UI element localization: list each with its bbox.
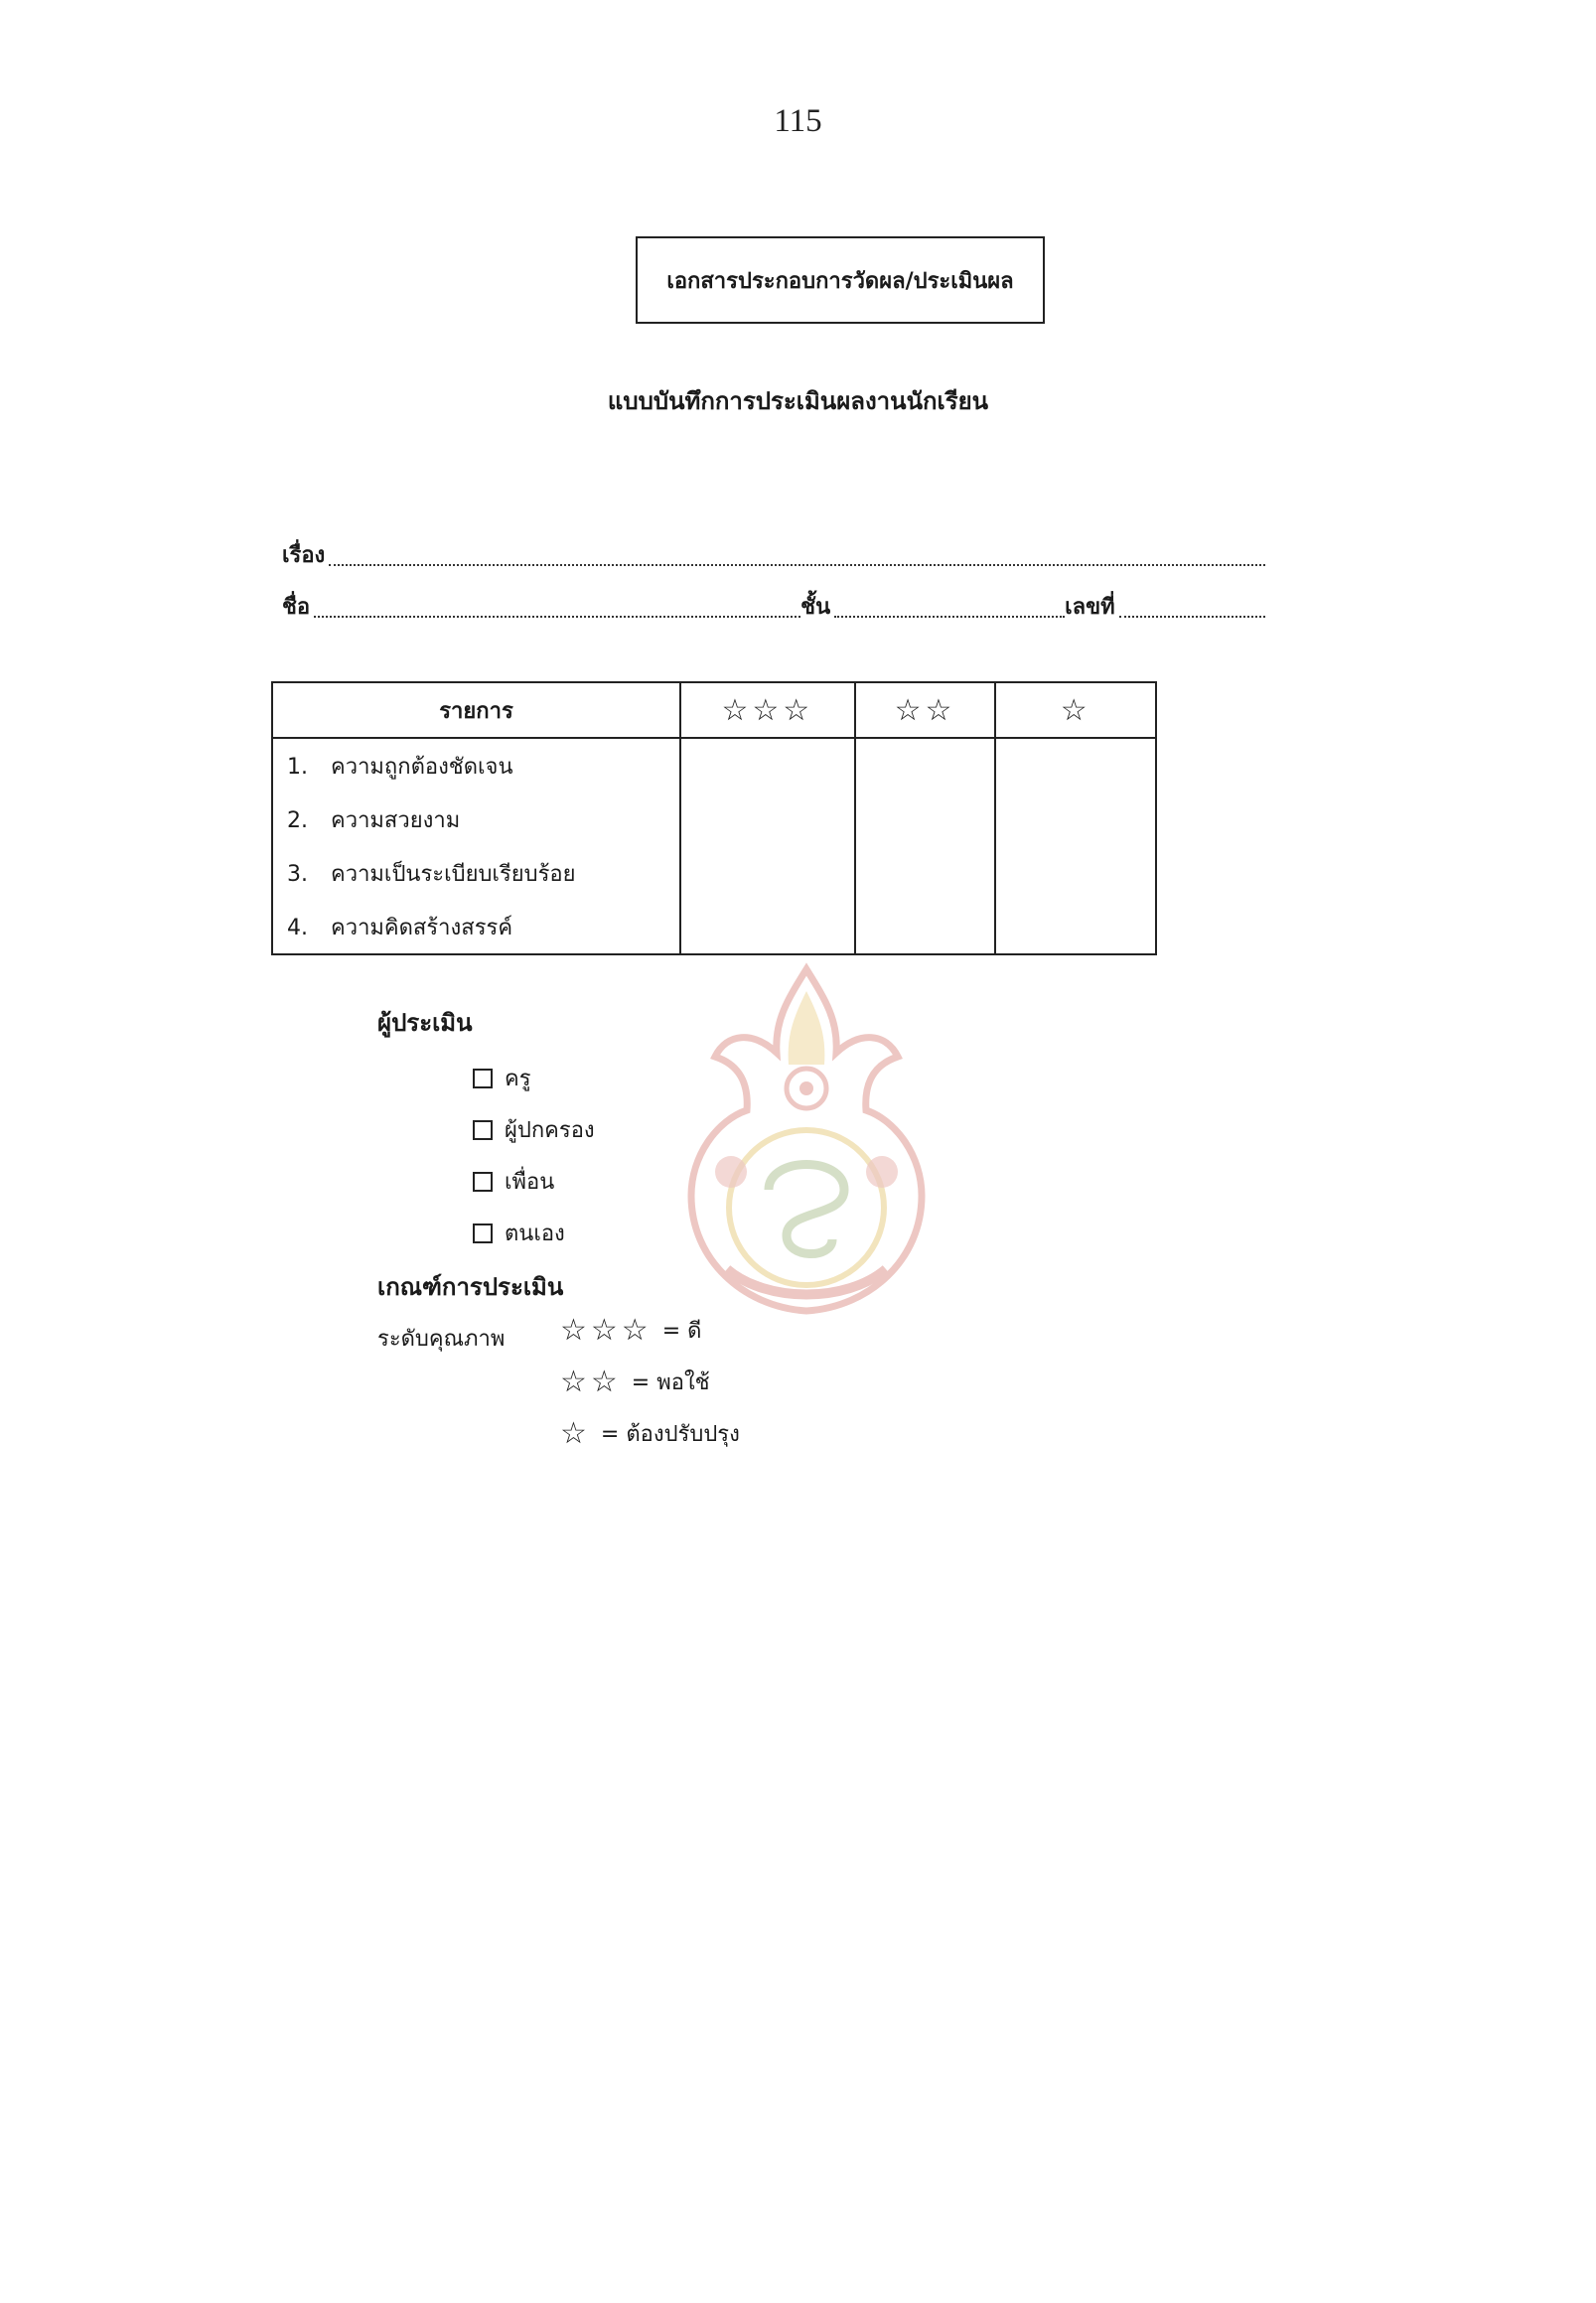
two-stars-icon: ☆☆ — [894, 692, 956, 728]
class-dotted-line — [834, 608, 1065, 618]
level-text: = ต้องปรับปรุง — [600, 1422, 740, 1447]
level-text: = ดี — [661, 1319, 702, 1344]
item-number: 1. — [287, 754, 308, 780]
name-dotted-line — [314, 608, 800, 618]
ministry-seal-watermark-icon — [657, 961, 955, 1319]
table-header-row — [272, 682, 1156, 738]
document-type-label: เอกสารประกอบการวัดผล/ประเมินผล — [666, 268, 1014, 294]
number-label: เลขที่ — [1065, 595, 1115, 620]
item-number: 4. — [287, 915, 308, 940]
name-label: ชื่อ — [282, 595, 311, 620]
score-cell-two-stars[interactable] — [855, 738, 996, 954]
subject-label: เรื่อง — [282, 543, 326, 568]
level-good — [560, 1313, 701, 1348]
score-cell-one-star[interactable] — [995, 738, 1156, 954]
three-stars-icon: ☆☆☆ — [560, 1313, 653, 1348]
class-label: ชั้น — [800, 595, 831, 620]
header-items: รายการ — [272, 682, 680, 738]
level-fair — [560, 1365, 710, 1399]
option-label: ผู้ปกครอง — [505, 1118, 595, 1143]
evaluator-option-friend[interactable] — [473, 1164, 554, 1199]
subject-line[interactable] — [282, 532, 1265, 572]
document-type-box — [636, 236, 1045, 324]
table-row — [272, 738, 1156, 792]
item-cell — [272, 846, 680, 900]
checkbox-icon[interactable] — [473, 1120, 493, 1140]
option-label: ตนเอง — [505, 1222, 565, 1246]
item-cell — [272, 792, 680, 846]
checkbox-icon[interactable] — [473, 1172, 493, 1192]
item-label: ความสวยงาม — [331, 807, 461, 833]
header-three-stars — [680, 682, 855, 738]
quality-level-label: ระดับคุณภาพ — [377, 1327, 506, 1352]
level-text: = พอใช้ — [631, 1370, 710, 1395]
level-needs-improvement — [560, 1416, 740, 1451]
item-cell — [272, 738, 680, 792]
item-label: ความคิดสร้างสรรค์ — [331, 915, 513, 940]
evaluation-table — [271, 681, 1157, 955]
evaluator-option-teacher[interactable] — [473, 1061, 531, 1095]
checkbox-icon[interactable] — [473, 1223, 493, 1243]
one-star-icon: ☆ — [1060, 692, 1091, 728]
number-dotted-line — [1119, 608, 1265, 618]
evaluator-option-self[interactable] — [473, 1216, 565, 1250]
one-star-icon: ☆ — [560, 1416, 591, 1451]
header-one-star — [995, 682, 1156, 738]
evaluator-heading: ผู้ประเมิน — [377, 1009, 473, 1037]
evaluator-option-parent[interactable] — [473, 1112, 595, 1147]
criteria-heading: เกณฑ์การประเมิน — [377, 1273, 564, 1301]
two-stars-icon: ☆☆ — [560, 1365, 622, 1399]
option-label: เพื่อน — [505, 1170, 555, 1195]
item-number: 2. — [287, 807, 308, 833]
item-label: ความเป็นระเบียบเรียบร้อย — [331, 861, 576, 887]
three-stars-icon: ☆☆☆ — [721, 692, 814, 728]
option-label: ครู — [505, 1067, 531, 1091]
checkbox-icon[interactable] — [473, 1069, 493, 1088]
name-line[interactable] — [282, 584, 1265, 624]
item-number: 3. — [287, 861, 308, 887]
page-number: 115 — [774, 103, 822, 139]
form-title: แบบบันทึกการประเมินผลงานนักเรียน — [607, 387, 989, 415]
subject-dotted-line — [329, 556, 1265, 566]
header-two-stars — [855, 682, 996, 738]
item-label: ความถูกต้องชัดเจน — [331, 754, 513, 780]
score-cell-three-stars[interactable] — [680, 738, 855, 954]
item-cell — [272, 900, 680, 954]
